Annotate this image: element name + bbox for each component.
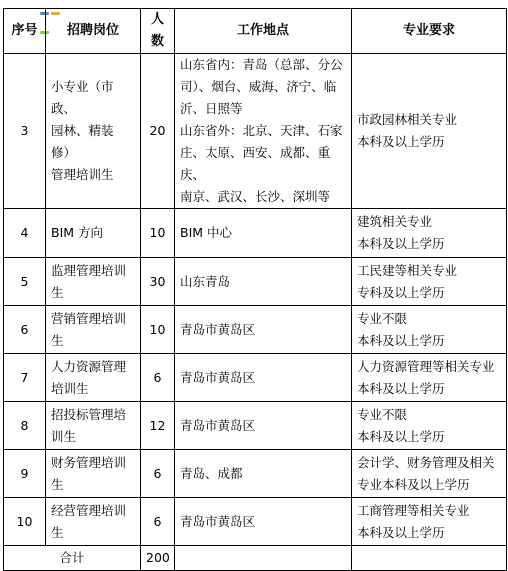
cell-position: 营销管理培训 生 [46,306,141,354]
cell-requirement: 会计学、财务管理及相关 专业本科及以上学历 [352,450,507,498]
header-no: 序号 [4,9,46,54]
table-body [4,54,507,571]
cell-count: 30 [141,258,175,306]
cell-location: 山东省内：青岛（总部、分公 司）、烟台、威海、济宁、临 沂、日照等 山东省外：北京、天津、石家 庄、太原、西安、成都、重庆、 南京、武汉、长沙、深圳等 [175,54,352,209]
cell-requirement: 人力资源管理等相关专业 本科及以上学历 [352,354,507,402]
table-row [4,450,507,498]
recruitment-table [3,8,507,571]
cell-no: 8 [4,402,46,450]
cell-position: 经营管理培训 生 [46,498,141,546]
cell-position: 招投标管理培 训生 [46,402,141,450]
header-requirement: 专业要求 [352,9,507,54]
cell-no: 6 [4,306,46,354]
table-row [4,402,507,450]
total-empty-location [175,546,352,571]
table-row [4,498,507,546]
header-row [4,9,507,54]
cell-requirement: 建筑相关专业 本科及以上学历 [352,209,507,258]
header-count: 人数 [141,9,175,54]
cell-location: 青岛市黄岛区 [175,354,352,402]
cell-no: 10 [4,498,46,546]
cell-count: 20 [141,54,175,209]
table-row [4,258,507,306]
cell-requirement: 工民建等相关专业 专科及以上学历 [352,258,507,306]
total-empty-requirement [352,546,507,571]
cell-location: 青岛、成都 [175,450,352,498]
top-decoration [40,0,70,4]
cell-no: 3 [4,54,46,209]
cell-no: 4 [4,209,46,258]
table-row [4,354,507,402]
cell-count: 10 [141,306,175,354]
total-label: 合计 [4,546,141,571]
cell-location: BIM 中心 [175,209,352,258]
cell-requirement: 专业不限 本科及以上学历 [352,306,507,354]
cell-position: 人力资源管理 培训生 [46,354,141,402]
header-location: 工作地点 [175,9,352,54]
cell-count: 12 [141,402,175,450]
table-row [4,209,507,258]
total-count: 200 [141,546,175,571]
cell-location: 青岛市黄岛区 [175,306,352,354]
table-header [4,9,507,54]
cell-requirement: 专业不限 本科及以上学历 [352,402,507,450]
cell-no: 9 [4,450,46,498]
cell-count: 10 [141,209,175,258]
cell-requirement: 工商管理等相关专业 本科及以上学历 [352,498,507,546]
table-row [4,54,507,209]
cell-position: BIM 方向 [46,209,141,258]
cell-no: 5 [4,258,46,306]
cell-position: 监理管理培训 生 [46,258,141,306]
cell-location: 山东青岛 [175,258,352,306]
cell-no: 7 [4,354,46,402]
cell-location: 青岛市黄岛区 [175,498,352,546]
cell-count: 6 [141,498,175,546]
cell-position: 财务管理培训 生 [46,450,141,498]
table-row [4,306,507,354]
cell-position: 小专业（市政、 园林、精装修） 管理培训生 [46,54,141,209]
header-position: 招聘岗位 [46,9,141,54]
total-row [4,546,507,571]
cell-requirement: 市政园林相关专业 本科及以上学历 [352,54,507,209]
cell-count: 6 [141,354,175,402]
cell-location: 青岛市黄岛区 [175,402,352,450]
cell-count: 6 [141,450,175,498]
